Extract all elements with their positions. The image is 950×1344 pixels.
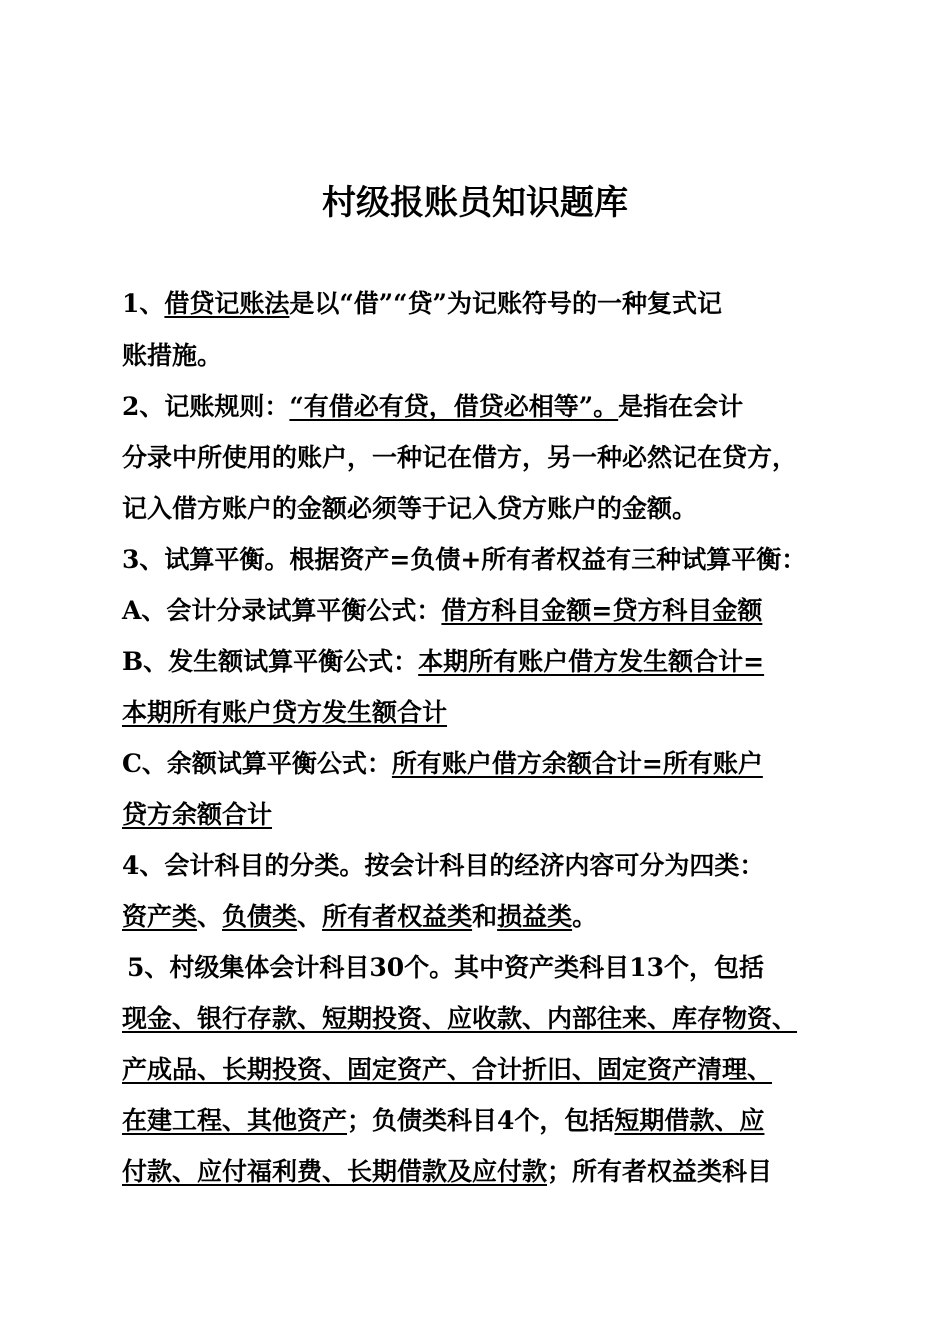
question-4-line-2 — [122, 897, 597, 937]
question-4-line-1: 4、会计科目的分类。按会计科目的经济内容可分为四类： — [122, 851, 765, 880]
text: ；所有者权益类科目 — [547, 1157, 773, 1186]
rule-underlined: “有借必有贷，借贷必相等”。 — [289, 392, 619, 421]
category-liability: 负债类 — [222, 902, 298, 931]
formula-underlined: 贷方余额合计 — [122, 800, 273, 829]
question-1-line-1 — [122, 284, 722, 324]
question-3-line-1: 3、试算平衡。根据资产=负债+所有者权益有三种试算平衡： — [122, 545, 807, 574]
asset-accounts-underlined: 产成品、长期投资、固定资产、合计折旧、固定资产清理、 — [122, 1055, 773, 1084]
category-profit-loss: 损益类 — [497, 902, 573, 931]
text: 。 — [572, 902, 598, 931]
formula-b-line-1 — [122, 642, 764, 682]
question-5-line-3 — [122, 1050, 772, 1090]
term-underlined: 借贷记账法 — [164, 289, 290, 318]
question-5-line-1: 5、村级集体会计科目30个。其中资产类科目13个，包括 — [127, 953, 764, 982]
liability-accounts-underlined: 付款、应付福利费、长期借款及应付款 — [122, 1157, 548, 1186]
asset-accounts-underlined: 现金、银行存款、短期投资、应收款、内部往来、库存物资、 — [122, 1004, 798, 1033]
separator: 、 — [197, 902, 223, 931]
text: ；负债类科目4个，包括 — [347, 1106, 615, 1135]
question-2-line-3: 记入借方账户的金额必须等于记入贷方账户的金额。 — [122, 494, 698, 523]
category-equity: 所有者权益类 — [322, 902, 473, 931]
document-title: 村级报账员知识题库 — [322, 183, 628, 223]
formula-underlined: 本期所有账户借方发生额合计= — [418, 647, 765, 676]
formula-underlined: 所有账户借方余额合计=所有账户 — [391, 749, 763, 778]
question-2-line-2: 分录中所使用的账户，一种记在借方，另一种必然记在贷方， — [122, 443, 798, 472]
separator: 、 — [297, 902, 323, 931]
question-1-line-2: 账措施。 — [122, 341, 223, 370]
text: 和 — [472, 902, 498, 931]
formula-label: A、会计分录试算平衡公式： — [122, 596, 442, 625]
formula-label: B、发生额试算平衡公式： — [122, 647, 419, 676]
asset-accounts-underlined: 在建工程、其他资产 — [122, 1106, 348, 1135]
formula-underlined: 本期所有账户贷方发生额合计 — [122, 698, 448, 727]
category-asset: 资产类 — [122, 902, 198, 931]
question-5-line-5 — [122, 1152, 772, 1192]
text: 是指在会计 — [618, 392, 744, 421]
text: 2、记账规则： — [122, 392, 290, 421]
formula-c-line-2 — [122, 795, 272, 835]
question-5-line-4 — [122, 1101, 764, 1141]
formula-c-line-1 — [122, 744, 763, 784]
text: 是以“借”“贷”为记账符号的一种复式记 — [289, 289, 722, 318]
question-2-line-1 — [122, 387, 743, 427]
liability-accounts-underlined: 短期借款、应 — [614, 1106, 765, 1135]
question-5-line-2 — [122, 999, 797, 1039]
formula-a — [122, 591, 762, 631]
formula-label: C、余额试算平衡公式： — [122, 749, 392, 778]
question-number: 1、 — [122, 289, 165, 318]
formula-underlined: 借方科目金额=贷方科目金额 — [441, 596, 763, 625]
formula-b-line-2 — [122, 693, 447, 733]
